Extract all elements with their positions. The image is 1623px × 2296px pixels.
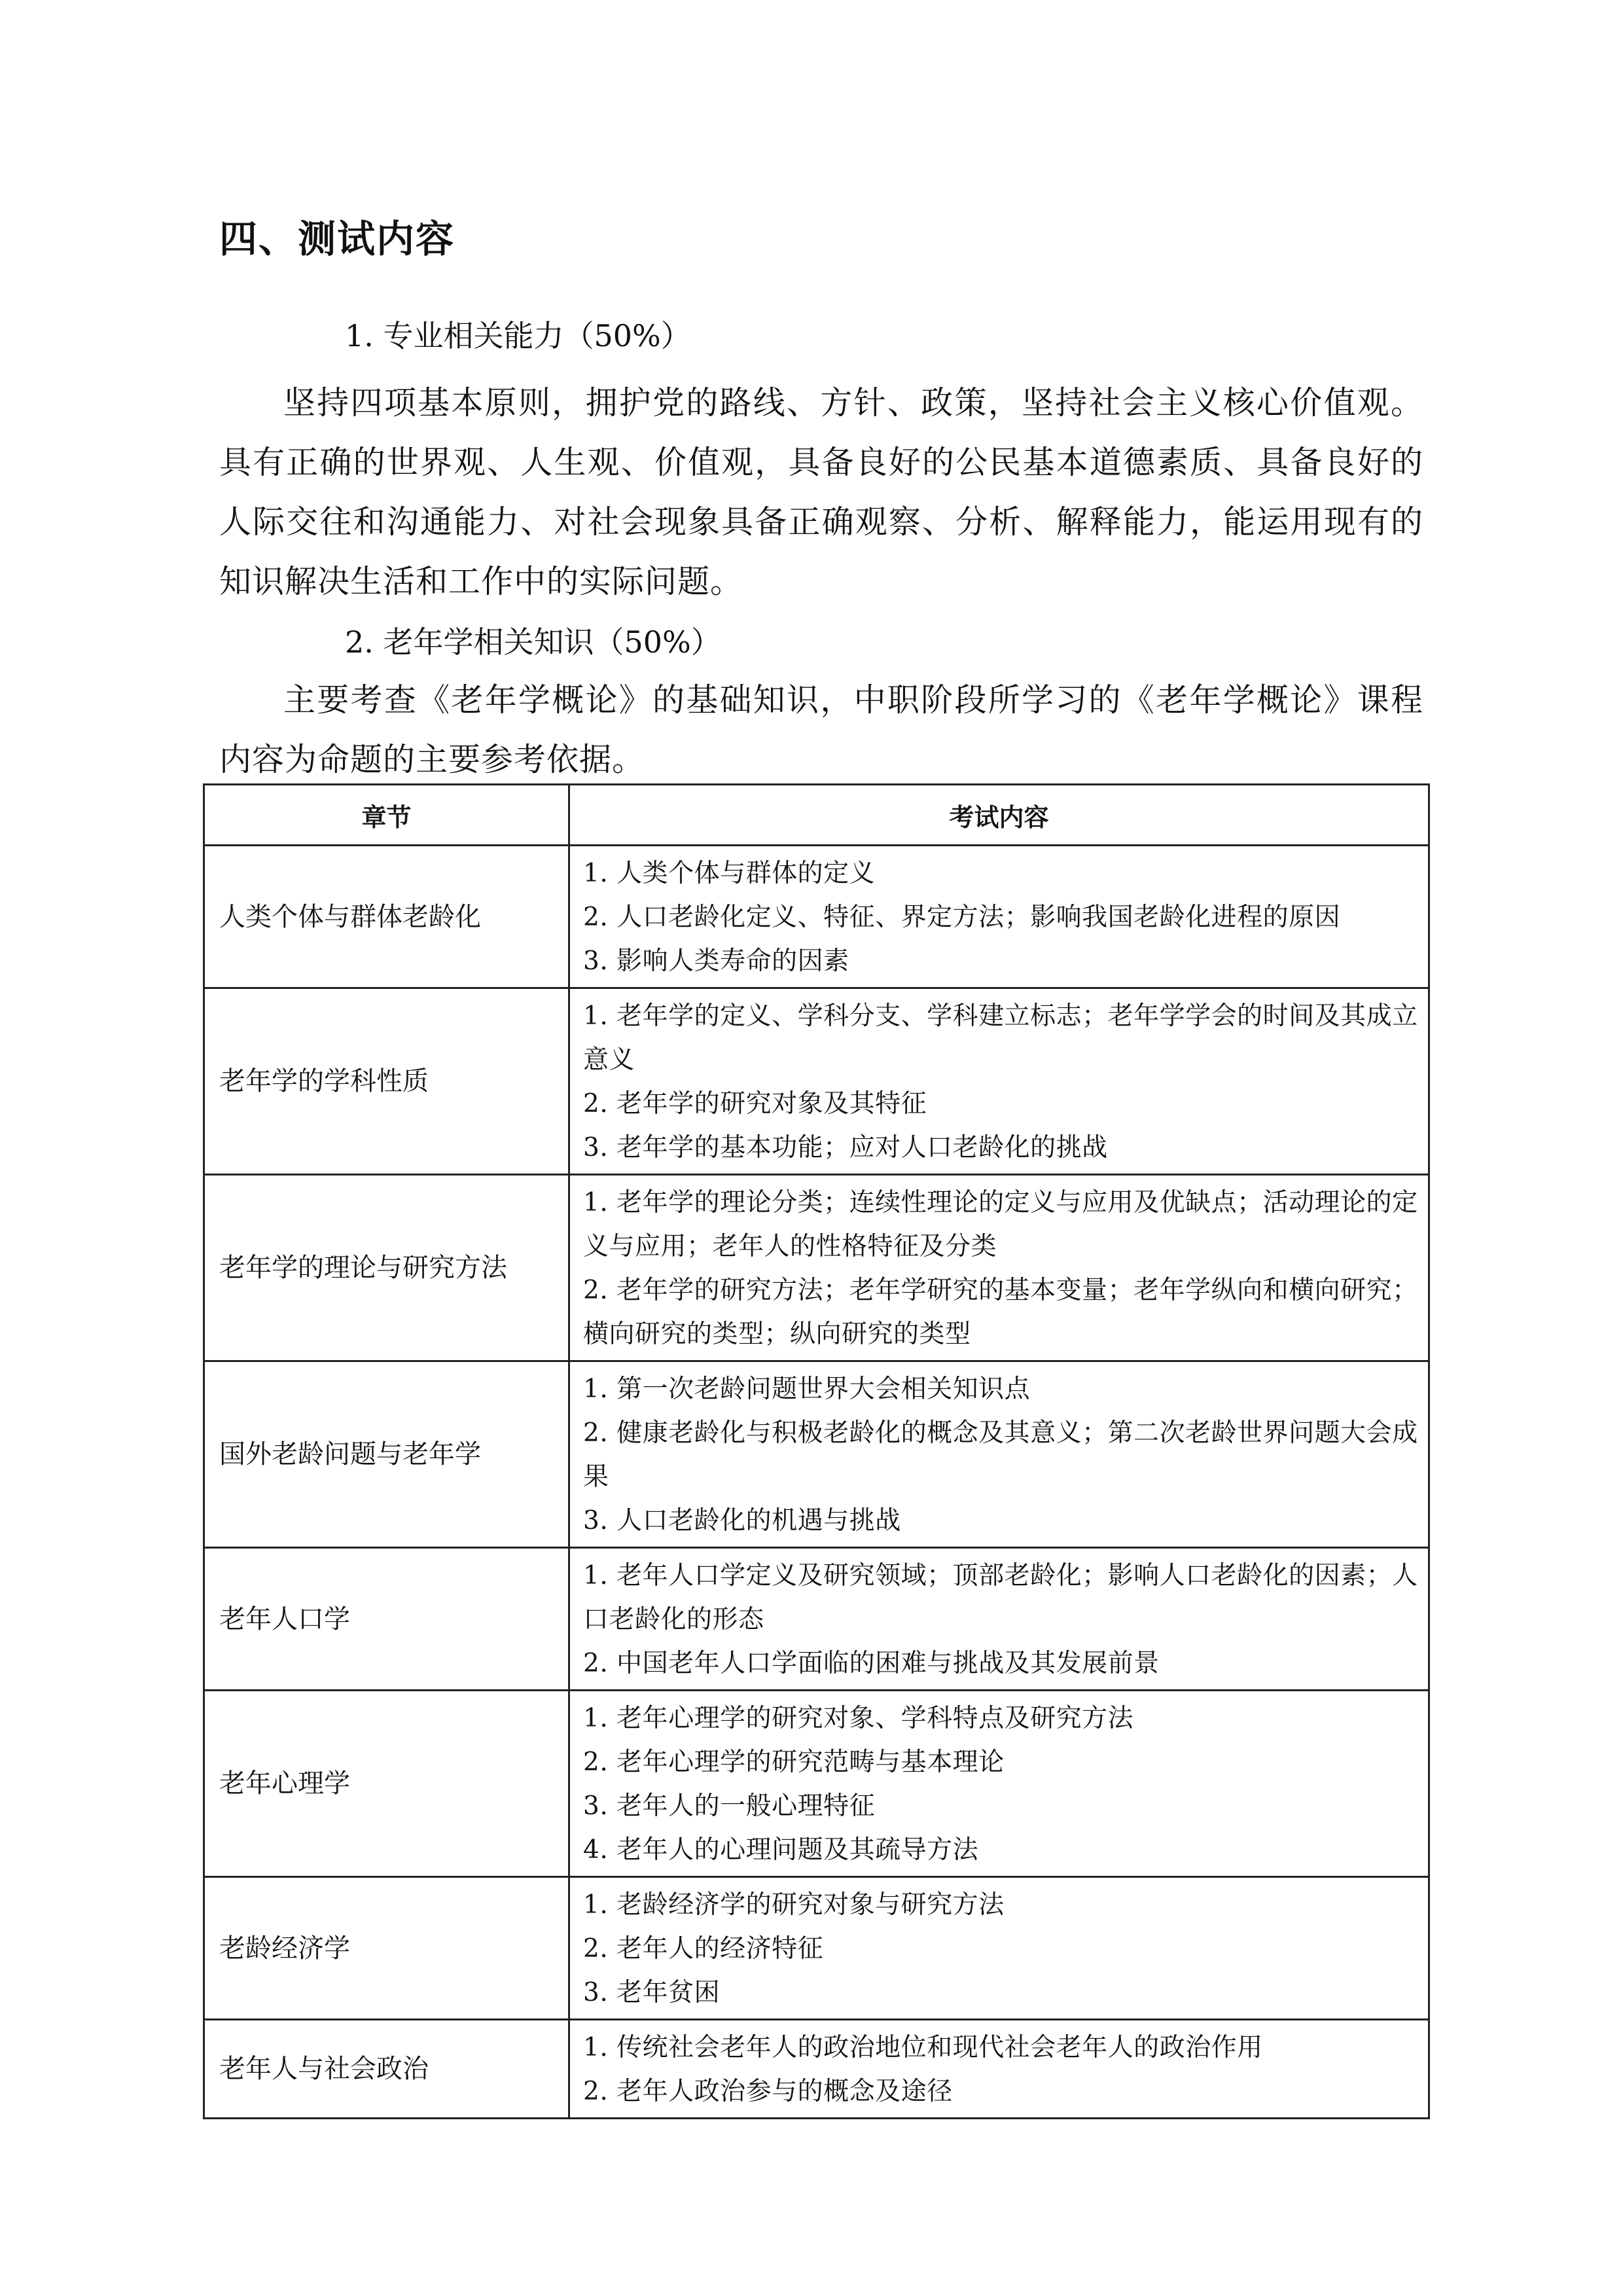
table-row: [204, 1548, 1429, 1691]
subsection-title-1: 1. 专业相关能力（50%）: [345, 318, 691, 353]
paragraph-2: 主要考查《老年学概论》的基础知识，中职阶段所学习的《老年学概论》课程内容为命题的主要参考依据。: [219, 681, 1423, 778]
content-cell: [569, 1877, 1429, 2020]
header-content: 考试内容: [569, 785, 1429, 846]
subsection-title-2: 2. 老年学相关知识（50%）: [345, 624, 721, 660]
content-cell: [569, 1548, 1429, 1691]
content-item: 3. 老年贫困: [583, 1978, 721, 2007]
chapter-cell: 老年人口学: [204, 1548, 569, 1691]
content-cell: [569, 1175, 1429, 1361]
content-item: 1. 第一次老龄问题世界大会相关知识点: [583, 1374, 1031, 1404]
table-header-row: [204, 785, 1429, 846]
table-body: [204, 846, 1429, 2119]
content-cell: [569, 2020, 1429, 2119]
content-item: 2. 老年人政治参与的概念及途径: [583, 2077, 953, 2106]
content-item: 2. 中国老年人口学面临的困难与挑战及其发展前景: [583, 1649, 1160, 1678]
content-cell: [569, 846, 1429, 988]
content-item: 1. 老年学的定义、学科分支、学科建立标志；老年学学会的时间及其成立意义: [583, 1001, 1418, 1075]
content-item: 2. 老年学的研究方法；老年学研究的基本变量；老年学纵向和横向研究；横向研究的类型；纵向研究的类型: [583, 1276, 1418, 1349]
chapter-cell: 老龄经济学: [204, 1877, 569, 2020]
exam-content-table: [203, 783, 1430, 2119]
chapter-cell: 老年心理学: [204, 1691, 569, 1877]
chapter-cell: 人类个体与群体老龄化: [204, 846, 569, 988]
content-item: 1. 老龄经济学的研究对象与研究方法: [583, 1890, 1005, 1920]
content-item: 1. 老年人口学定义及研究领域；顶部老龄化；影响人口老龄化的因素；人口老龄化的形态: [583, 1561, 1418, 1634]
table-row: [204, 846, 1429, 988]
content-item: 2. 老年人的经济特征: [583, 1934, 824, 1964]
paragraph-1: 坚持四项基本原则，拥护党的路线、方针、政策，坚持社会主义核心价值观。具有正确的世界观、人生观、价值观，具备良好的公民基本道德素质、具备良好的人际交往和沟通能力、对社会现象具备正确观察、分析、解释能力，能运用现有的知识解决生活和工作中的实际问题。: [219, 384, 1423, 600]
content-item: 3. 影响人类寿命的因素: [583, 946, 849, 976]
table-row: [204, 1691, 1429, 1877]
table-row: [204, 988, 1429, 1175]
content-item: 3. 人口老龄化的机遇与挑战: [583, 1506, 901, 1535]
chapter-cell: 老年人与社会政治: [204, 2020, 569, 2119]
content-item: 4. 老年人的心理问题及其疏导方法: [583, 1835, 979, 1865]
table-row: [204, 1361, 1429, 1548]
content-item: 2. 老年学的研究对象及其特征: [583, 1089, 927, 1119]
content-item: 1. 人类个体与群体的定义: [583, 859, 876, 888]
table-row: [204, 1877, 1429, 2020]
content-item: 2. 人口老龄化定义、特征、界定方法；影响我国老龄化进程的原因: [583, 903, 1341, 932]
chapter-cell: 老年学的理论与研究方法: [204, 1175, 569, 1361]
section-heading: 四、测试内容: [219, 217, 455, 261]
table-row: [204, 1175, 1429, 1361]
content-cell: [569, 1361, 1429, 1548]
chapter-cell: 老年学的学科性质: [204, 988, 569, 1175]
table-row: [204, 2020, 1429, 2119]
chapter-cell: 国外老龄问题与老年学: [204, 1361, 569, 1548]
header-chapter: 章节: [204, 785, 569, 846]
content-item: 2. 老年心理学的研究范畴与基本理论: [583, 1748, 1005, 1777]
content-item: 1. 老年学的理论分类；连续性理论的定义与应用及优缺点；活动理论的定义与应用；老年人的性格特征及分类: [583, 1188, 1418, 1261]
content-item: 1. 传统社会老年人的政治地位和现代社会老年人的政治作用: [583, 2033, 1263, 2062]
content-item: 3. 老年学的基本功能；应对人口老龄化的挑战: [583, 1133, 1108, 1162]
content-item: 2. 健康老龄化与积极老龄化的概念及其意义；第二次老龄世界问题大会成果: [583, 1418, 1418, 1492]
content-item: 1. 老年心理学的研究对象、学科特点及研究方法: [583, 1704, 1134, 1733]
content-item: 3. 老年人的一般心理特征: [583, 1791, 876, 1821]
content-cell: [569, 988, 1429, 1175]
content-cell: [569, 1691, 1429, 1877]
